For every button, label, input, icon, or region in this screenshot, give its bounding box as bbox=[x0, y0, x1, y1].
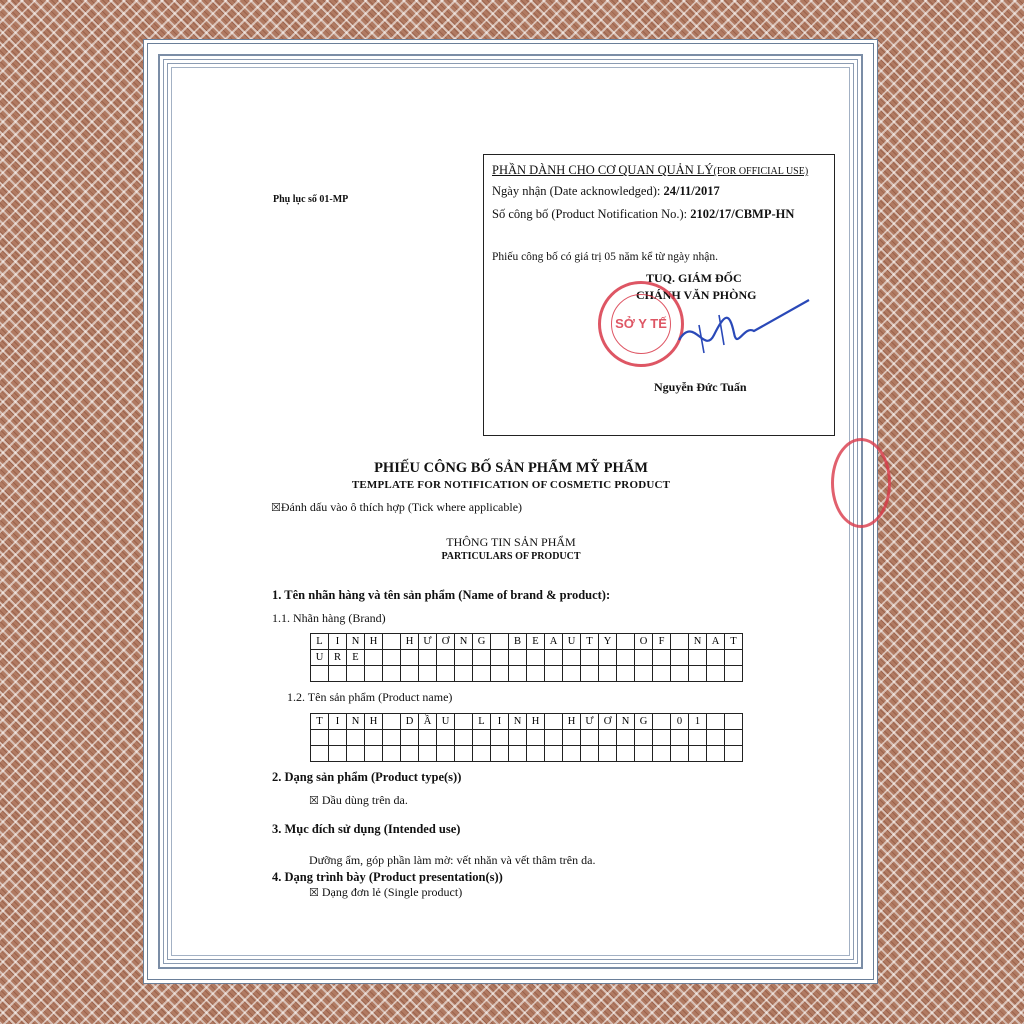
grid-cell bbox=[329, 746, 347, 762]
grid-cell: Y bbox=[599, 634, 617, 650]
grid-cell: Ầ bbox=[419, 714, 437, 730]
grid-cell: U bbox=[311, 650, 329, 666]
grid-cell bbox=[545, 650, 563, 666]
grid-cell bbox=[653, 714, 671, 730]
grid-cell bbox=[491, 746, 509, 762]
grid-cell bbox=[653, 650, 671, 666]
signature-scribble bbox=[674, 295, 814, 365]
grid-cell bbox=[383, 650, 401, 666]
grid-cell bbox=[437, 746, 455, 762]
grid-cell bbox=[455, 650, 473, 666]
grid-cell bbox=[509, 746, 527, 762]
product-name-grid bbox=[310, 713, 743, 762]
red-seal-stamp bbox=[598, 281, 684, 367]
grid-cell bbox=[527, 730, 545, 746]
grid-cell: H bbox=[365, 714, 383, 730]
grid-cell: A bbox=[545, 634, 563, 650]
grid-cell: I bbox=[491, 714, 509, 730]
section-3-heading: 3. Mục đích sử dụng (Intended use) bbox=[272, 822, 461, 836]
product-type-value: ☒ Dầu dùng trên da. bbox=[309, 793, 408, 807]
official-use-box bbox=[483, 154, 835, 436]
checkbox-icon: ☒ bbox=[309, 886, 319, 899]
grid-cell bbox=[491, 650, 509, 666]
grid-cell bbox=[617, 746, 635, 762]
grid-cell bbox=[563, 650, 581, 666]
grid-cell bbox=[635, 730, 653, 746]
grid-cell bbox=[581, 650, 599, 666]
stamp-text: SỞ Y TẾ bbox=[615, 316, 667, 331]
grid-cell bbox=[707, 730, 725, 746]
grid-cell bbox=[725, 714, 743, 730]
grid-cell: L bbox=[311, 634, 329, 650]
date-acknowledged: Ngày nhận (Date acknowledged): 24/11/2017 bbox=[492, 184, 720, 198]
grid-cell bbox=[509, 650, 527, 666]
grid-cell bbox=[671, 634, 689, 650]
grid-cell bbox=[401, 666, 419, 682]
grid-cell bbox=[617, 634, 635, 650]
grid-cell bbox=[473, 666, 491, 682]
grid-cell bbox=[635, 666, 653, 682]
grid-cell: F bbox=[653, 634, 671, 650]
grid-cell bbox=[509, 730, 527, 746]
grid-cell bbox=[437, 730, 455, 746]
grid-cell bbox=[653, 730, 671, 746]
grid-cell bbox=[545, 714, 563, 730]
grid-cell bbox=[383, 666, 401, 682]
validity-note: Phiếu công bố có giá trị 05 năm kể từ ngày nhận. bbox=[492, 251, 718, 263]
grid-cell bbox=[599, 746, 617, 762]
grid-cell bbox=[671, 650, 689, 666]
info-subtitle: PARTICULARS OF PRODUCT bbox=[441, 551, 581, 562]
grid-cell: N bbox=[689, 634, 707, 650]
grid-cell: Ư bbox=[419, 634, 437, 650]
grid-cell: N bbox=[455, 634, 473, 650]
grid-cell bbox=[725, 746, 743, 762]
grid-cell bbox=[401, 746, 419, 762]
grid-cell bbox=[419, 666, 437, 682]
grid-cell: B bbox=[509, 634, 527, 650]
grid-cell bbox=[707, 714, 725, 730]
grid-cell bbox=[617, 730, 635, 746]
grid-cell bbox=[617, 666, 635, 682]
grid-cell: N bbox=[347, 634, 365, 650]
section-4-heading: 4. Dạng trình bày (Product presentation(s)) bbox=[272, 870, 503, 884]
checkbox-icon: ☒ bbox=[271, 501, 281, 514]
grid-cell bbox=[671, 666, 689, 682]
grid-cell: T bbox=[581, 634, 599, 650]
grid-cell bbox=[419, 650, 437, 666]
grid-cell: H bbox=[527, 714, 545, 730]
grid-cell bbox=[401, 730, 419, 746]
grid-cell bbox=[437, 666, 455, 682]
grid-cell bbox=[725, 666, 743, 682]
grid-cell: 1 bbox=[689, 714, 707, 730]
grid-cell bbox=[473, 746, 491, 762]
grid-cell: R bbox=[329, 650, 347, 666]
grid-cell bbox=[455, 746, 473, 762]
grid-cell bbox=[509, 666, 527, 682]
grid-cell bbox=[545, 666, 563, 682]
grid-cell bbox=[671, 730, 689, 746]
grid-cell bbox=[491, 634, 509, 650]
grid-cell bbox=[545, 730, 563, 746]
grid-cell bbox=[437, 650, 455, 666]
grid-cell bbox=[599, 666, 617, 682]
grid-cell bbox=[473, 650, 491, 666]
grid-cell bbox=[383, 746, 401, 762]
grid-cell bbox=[707, 746, 725, 762]
signer-role-2: CHÁNH VĂN PHÒNG bbox=[636, 288, 757, 302]
grid-cell: O bbox=[635, 634, 653, 650]
grid-cell bbox=[653, 746, 671, 762]
grid-cell: Ơ bbox=[599, 714, 617, 730]
grid-cell bbox=[311, 746, 329, 762]
grid-cell bbox=[635, 650, 653, 666]
grid-cell: U bbox=[437, 714, 455, 730]
grid-cell: G bbox=[635, 714, 653, 730]
grid-cell bbox=[329, 730, 347, 746]
grid-cell: Ư bbox=[581, 714, 599, 730]
grid-cell bbox=[563, 666, 581, 682]
product-name-label: 1.2. Tên sản phẩm (Product name) bbox=[287, 690, 453, 704]
grid-cell bbox=[527, 666, 545, 682]
grid-cell bbox=[563, 730, 581, 746]
grid-cell bbox=[599, 730, 617, 746]
grid-cell bbox=[635, 746, 653, 762]
grid-cell bbox=[455, 730, 473, 746]
grid-cell bbox=[311, 730, 329, 746]
grid-cell bbox=[689, 730, 707, 746]
grid-cell: Ơ bbox=[437, 634, 455, 650]
grid-cell: A bbox=[707, 634, 725, 650]
grid-cell bbox=[365, 730, 383, 746]
grid-cell bbox=[383, 714, 401, 730]
grid-cell bbox=[419, 730, 437, 746]
grid-cell bbox=[311, 666, 329, 682]
checkbox-icon: ☒ bbox=[309, 794, 319, 807]
grid-cell: G bbox=[473, 634, 491, 650]
grid-cell: U bbox=[563, 634, 581, 650]
grid-cell bbox=[491, 730, 509, 746]
grid-cell bbox=[563, 746, 581, 762]
grid-cell: T bbox=[725, 634, 743, 650]
grid-cell: D bbox=[401, 714, 419, 730]
grid-cell bbox=[545, 746, 563, 762]
grid-cell bbox=[365, 650, 383, 666]
grid-cell: 0 bbox=[671, 714, 689, 730]
signer-role-1: TUQ. GIÁM ĐỐC bbox=[646, 271, 742, 285]
grid-cell bbox=[689, 666, 707, 682]
form-subtitle: TEMPLATE FOR NOTIFICATION OF COSMETIC PRODUCT bbox=[351, 479, 671, 491]
grid-cell bbox=[419, 746, 437, 762]
grid-cell bbox=[527, 650, 545, 666]
grid-cell bbox=[401, 650, 419, 666]
grid-cell bbox=[581, 730, 599, 746]
grid-cell: N bbox=[617, 714, 635, 730]
grid-cell bbox=[581, 666, 599, 682]
signer-name: Nguyễn Đức Tuấn bbox=[654, 380, 747, 394]
form-title: PHIẾU CÔNG BỐ SẢN PHẨM MỸ PHẨM bbox=[374, 460, 648, 476]
grid-cell: T bbox=[311, 714, 329, 730]
grid-cell bbox=[617, 650, 635, 666]
grid-cell bbox=[527, 746, 545, 762]
grid-cell bbox=[365, 666, 383, 682]
info-title: THÔNG TIN SẢN PHẨM bbox=[446, 535, 576, 549]
grid-cell: H bbox=[563, 714, 581, 730]
grid-cell bbox=[707, 666, 725, 682]
brand-grid bbox=[310, 633, 743, 682]
grid-cell bbox=[599, 650, 617, 666]
grid-cell bbox=[671, 746, 689, 762]
grid-cell bbox=[347, 666, 365, 682]
grid-cell bbox=[689, 746, 707, 762]
grid-cell bbox=[383, 730, 401, 746]
grid-cell bbox=[689, 650, 707, 666]
document-page bbox=[175, 70, 847, 954]
brand-label: 1.1. Nhãn hàng (Brand) bbox=[272, 611, 386, 625]
grid-cell bbox=[725, 730, 743, 746]
grid-cell bbox=[473, 730, 491, 746]
notification-number: Số công bố (Product Notification No.): 2102/17/CBMP-HN bbox=[492, 207, 795, 221]
intended-use-value: Dưỡng ẩm, góp phần làm mờ: vết nhăn và vết thâm trên da. bbox=[309, 853, 596, 867]
grid-cell bbox=[347, 730, 365, 746]
grid-cell bbox=[365, 746, 383, 762]
grid-cell bbox=[581, 746, 599, 762]
grid-cell: N bbox=[347, 714, 365, 730]
grid-cell bbox=[455, 714, 473, 730]
grid-cell bbox=[725, 650, 743, 666]
grid-cell bbox=[707, 650, 725, 666]
grid-cell bbox=[329, 666, 347, 682]
grid-cell: E bbox=[347, 650, 365, 666]
grid-cell bbox=[653, 666, 671, 682]
section-2-heading: 2. Dạng sản phẩm (Product type(s)) bbox=[272, 770, 462, 784]
grid-cell bbox=[455, 666, 473, 682]
grid-cell bbox=[347, 746, 365, 762]
official-use-title: PHẦN DÀNH CHO CƠ QUAN QUẢN LÝ(FOR OFFICIAL USE) bbox=[492, 163, 809, 177]
grid-cell bbox=[491, 666, 509, 682]
tick-note: ☒Đánh dấu vào ô thích hợp (Tick where applicable) bbox=[271, 500, 523, 514]
presentation-value: ☒ Dạng đơn lẻ (Single product) bbox=[309, 885, 463, 899]
grid-cell: E bbox=[527, 634, 545, 650]
grid-cell: I bbox=[329, 714, 347, 730]
grid-cell: H bbox=[365, 634, 383, 650]
section-1-heading: 1. Tên nhãn hàng và tên sản phẩm (Name of brand & product): bbox=[272, 588, 611, 602]
grid-cell: H bbox=[401, 634, 419, 650]
grid-cell: L bbox=[473, 714, 491, 730]
appendix-label: Phụ lục số 01-MP bbox=[273, 194, 349, 205]
grid-cell: I bbox=[329, 634, 347, 650]
grid-cell: N bbox=[509, 714, 527, 730]
grid-cell bbox=[383, 634, 401, 650]
